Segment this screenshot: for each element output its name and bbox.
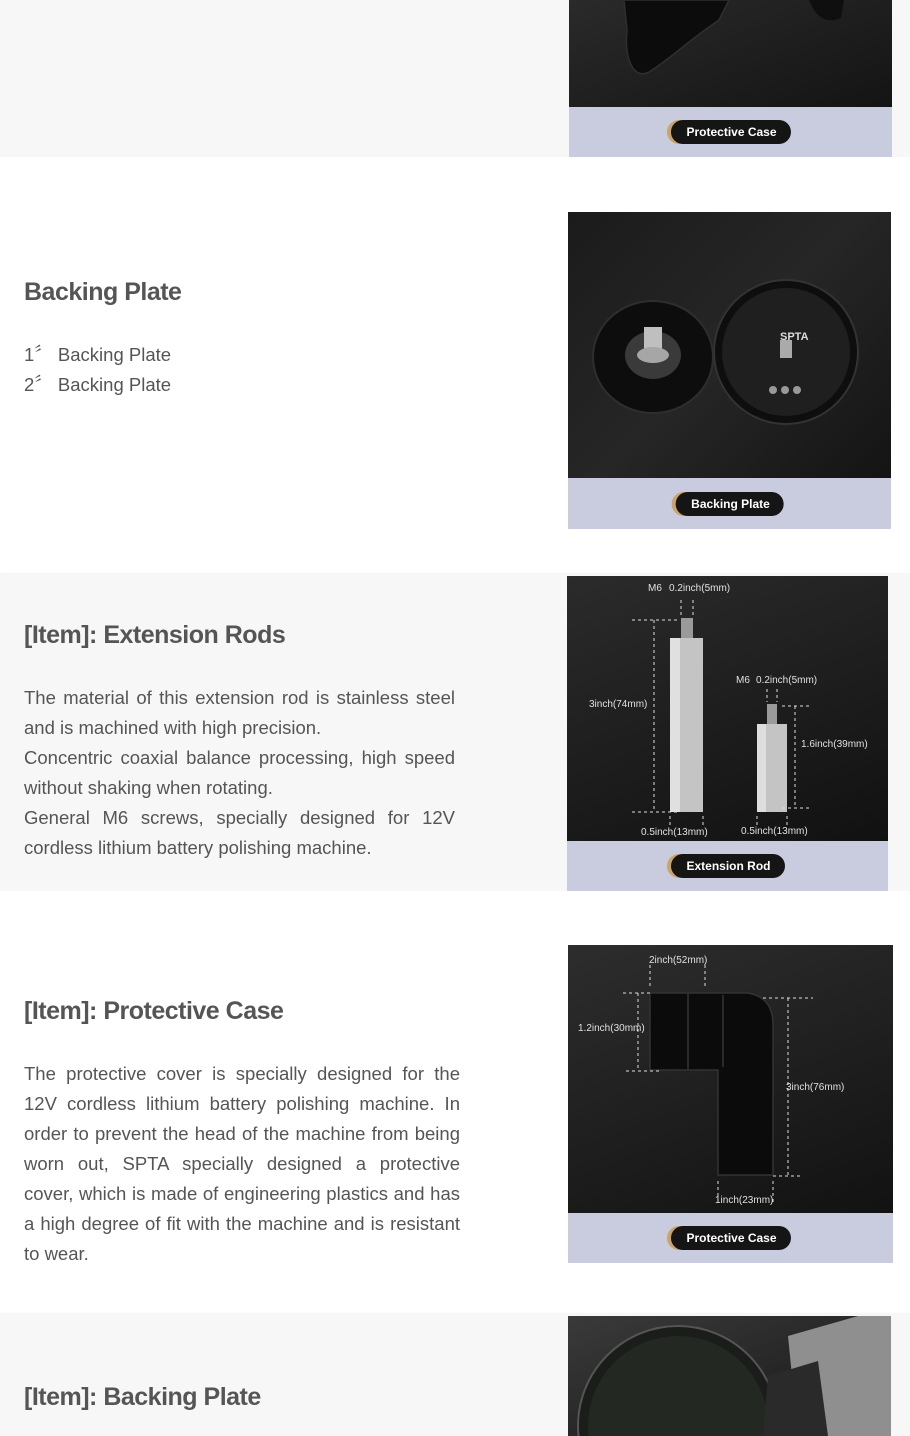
backing-plate-title-2: [Item]: Backing Plate [24,1383,261,1411]
backing-plate-line-1: 1〞 Backing Plate [24,344,172,365]
protective-case-photo [569,0,892,157]
extension-rod-label: Extension Rod [670,854,784,878]
backing-plate-image-2 [568,1316,891,1436]
extension-rods-line-1: The material of this extension rod is stainless steel and is machined with high precision. [24,687,455,738]
section-backing-plate [0,157,910,573]
protective-case-image-2 [568,945,893,1213]
backing-plate-title: Backing Plate [24,278,182,306]
dim-diameter-b: 0.5inch(13mm) [741,826,808,837]
protective-case-title: [Item]: Protective Case [24,997,284,1025]
extension-rods-title: [Item]: Extension Rods [24,621,286,649]
dim-case-tip: 1inch(23mm) [715,1195,774,1206]
dim-length-a: 3inch(74mm) [589,699,648,710]
extension-rod-photo [567,576,888,891]
protective-case-label-2: Protective Case [670,1226,790,1250]
dim-diameter-a: 0.5inch(13mm) [641,827,708,838]
extension-rods-line-3: General M6 screws, specially designed for 12V cordless lithium battery polishing machine. [24,807,455,858]
dim-thread-a: 0.2inch(5mm) [669,583,731,594]
protective-case-photo-2 [568,945,893,1263]
backing-plate-photo-2 [568,1316,891,1436]
backing-plate-photo [568,212,891,529]
dim-m6-b: M6 [736,675,750,686]
protective-case-image [569,0,892,107]
section-backing-plate-2 [0,1313,910,1436]
backing-plate-line-2: 2〞 Backing Plate [24,374,172,395]
protective-case-label: Protective Case [670,120,790,144]
dim-thread-b: 0.2inch(5mm) [756,675,818,686]
section-protective-case [0,891,910,1313]
extension-rods-line-2: Concentric coaxial balance processing, high speed without shaking when rotating. [24,747,455,798]
spta-logo: SPTA [780,331,809,343]
dim-length-b: 1.6inch(39mm) [801,739,868,750]
dim-m6-a: M6 [648,583,662,594]
backing-plate-image [568,212,891,478]
dim-case-length: 3inch(76mm) [786,1082,845,1093]
protective-case-desc: The protective cover is specially designed for the 12V cordless lithium battery polishing machine. In order to prevent the head of the machine from being worn out, SPTA specially designed a protective cover, which is made of engineering plastics and has a high degree of fit with the machine and is resistant to wear. [24,1063,460,1264]
section-protective-case-top [0,0,910,157]
section-extension-rods [0,573,910,891]
dim-case-height: 1.2inch(30mm) [578,1023,645,1034]
dim-case-width: 2inch(52mm) [649,955,708,966]
backing-plate-label: Backing Plate [675,492,784,516]
